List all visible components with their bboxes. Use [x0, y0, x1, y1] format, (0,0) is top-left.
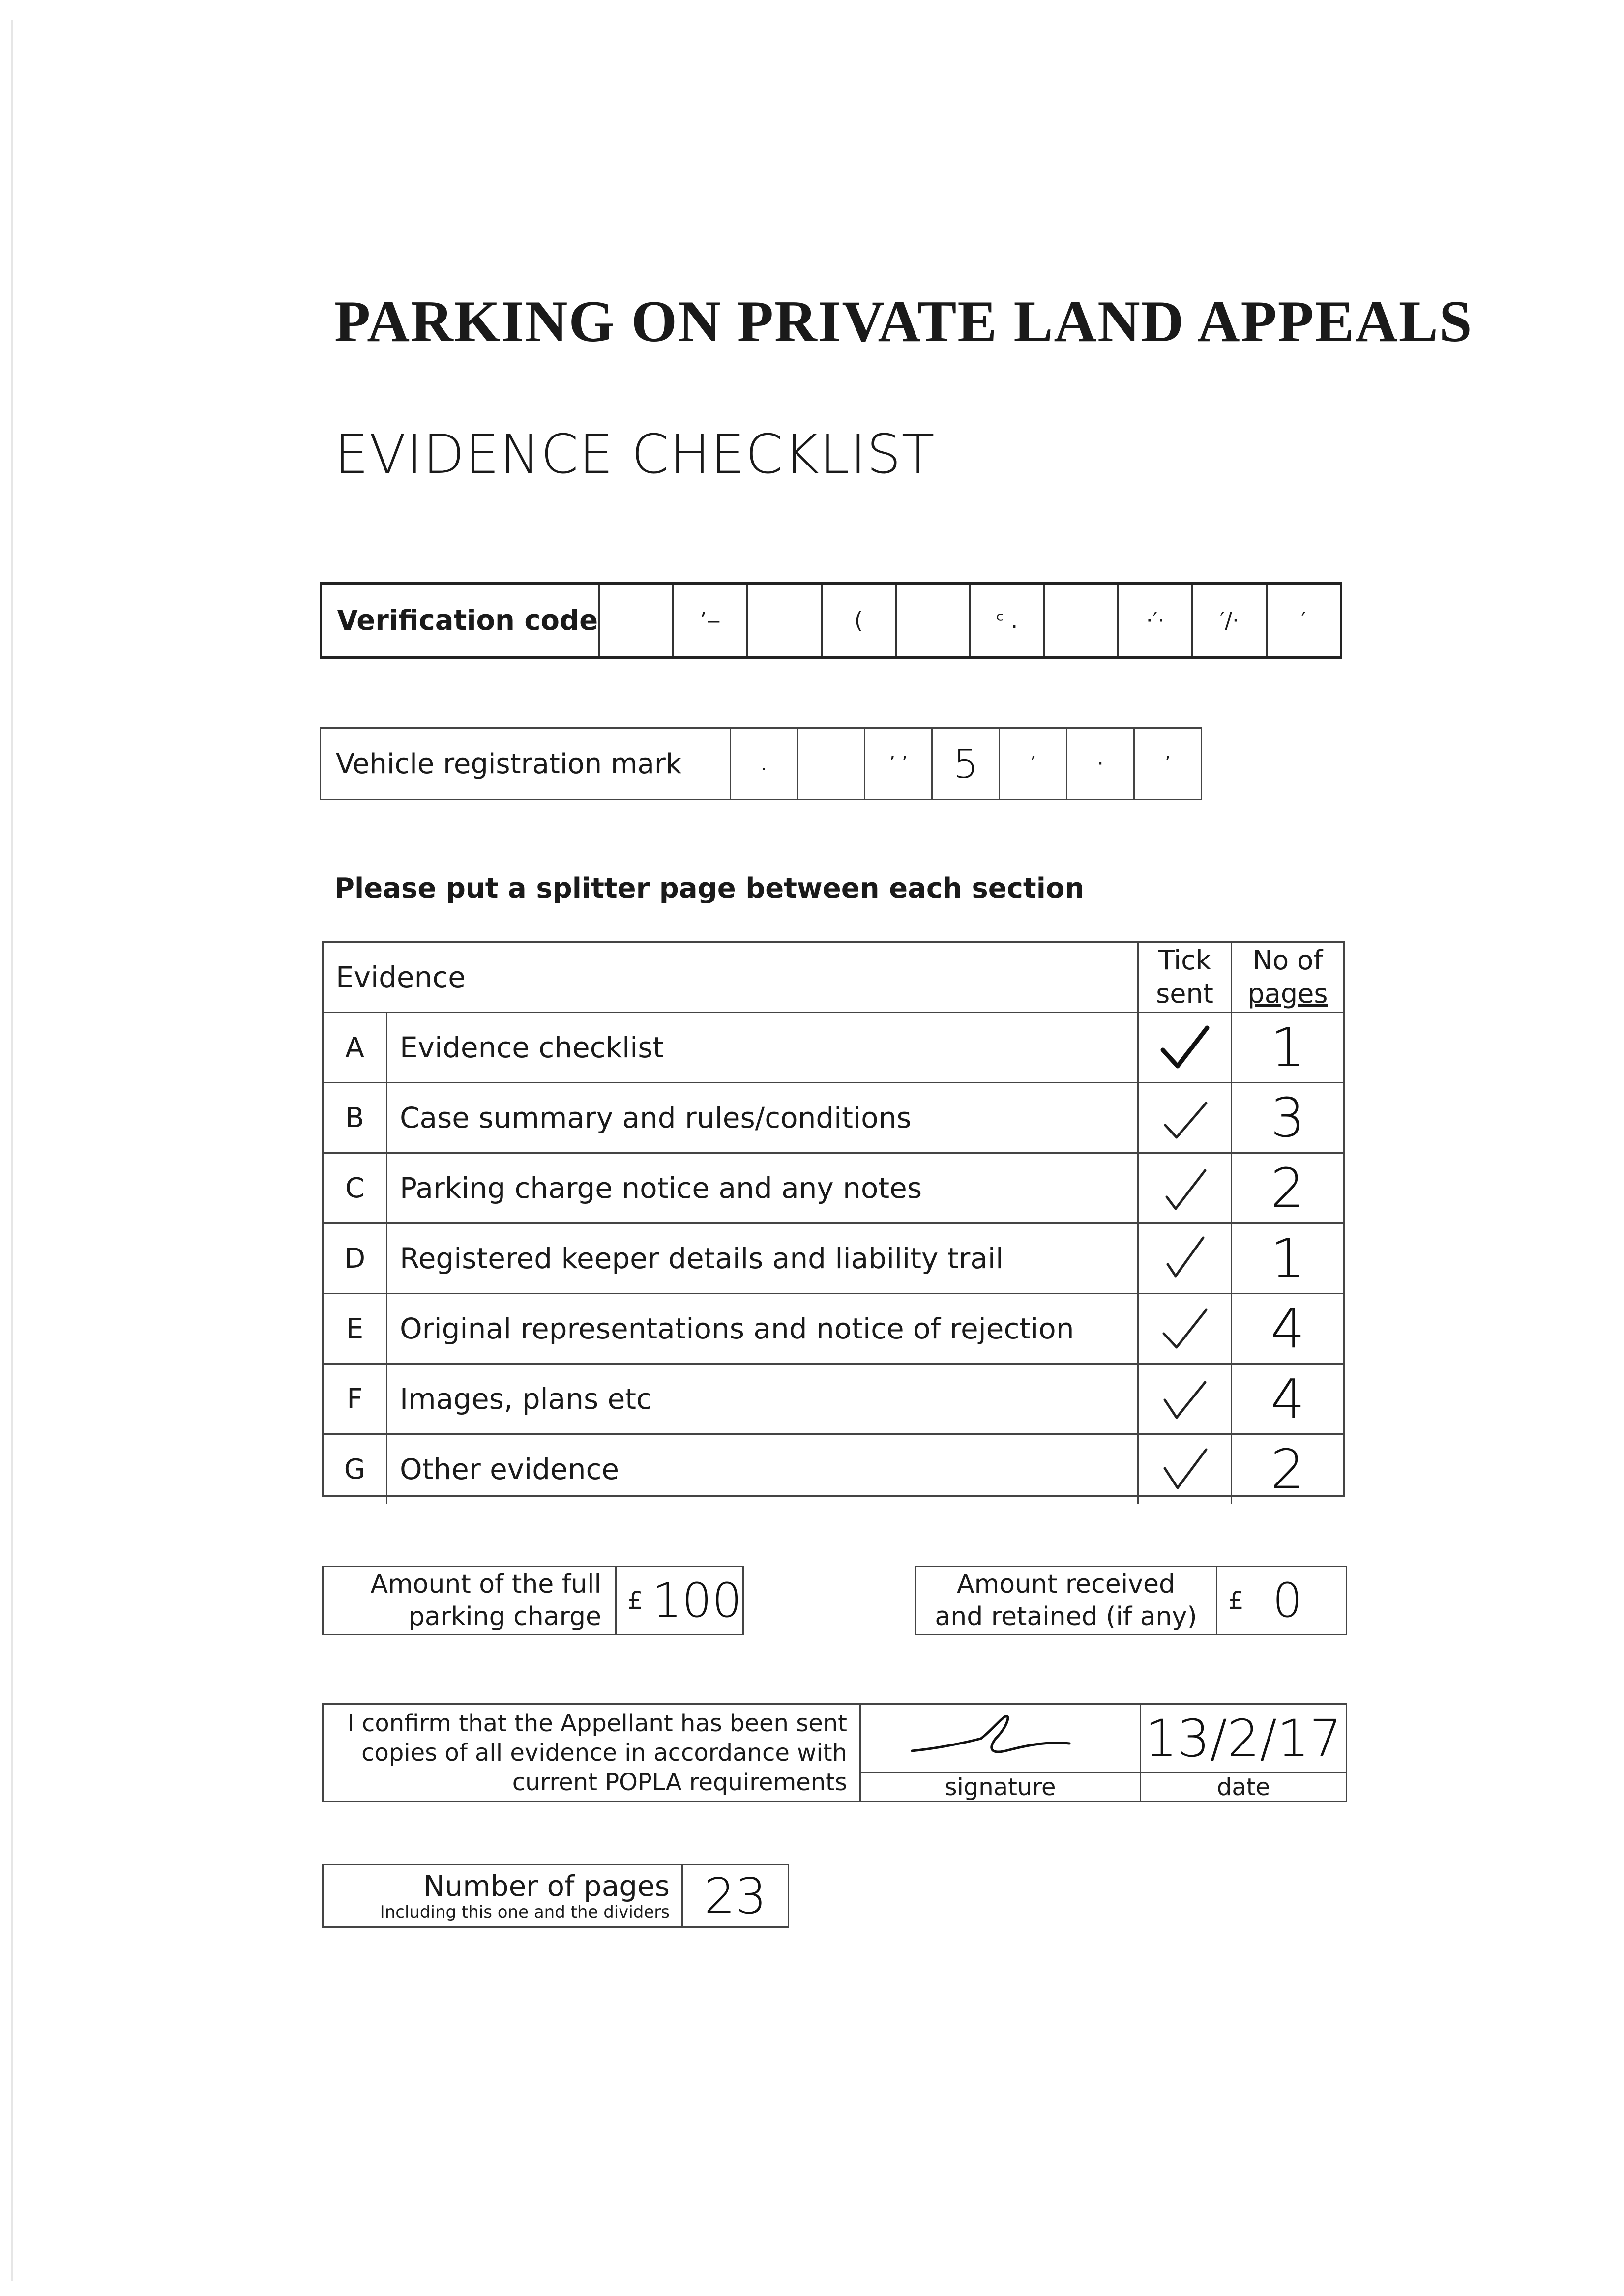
- row-pages: 2: [1231, 1154, 1343, 1222]
- signature-column: [859, 1705, 1140, 1801]
- vehicle-registration-box: 5: [931, 729, 999, 799]
- date-column: [1140, 1705, 1346, 1801]
- table-row: [324, 1365, 1343, 1435]
- amount-full-label-line1: Amount of the full: [370, 1569, 601, 1599]
- table-row: [324, 1224, 1343, 1294]
- amount-full-box: [322, 1566, 744, 1635]
- table-row: [324, 1435, 1343, 1504]
- number-of-pages-value: 23: [681, 1865, 788, 1926]
- row-pages: 3: [1231, 1083, 1343, 1152]
- row-description: Registered keeper details and liability trail: [400, 1242, 1004, 1275]
- checkmark-icon: [1158, 1023, 1212, 1072]
- row-description: Original representations and notice of rejection: [400, 1312, 1074, 1345]
- verification-code-box: [1043, 585, 1117, 656]
- row-letter: A: [324, 1013, 387, 1082]
- vehicle-registration-box: ʼ: [999, 729, 1066, 799]
- row-letter: G: [324, 1435, 387, 1504]
- verification-code-box: [598, 585, 672, 656]
- verification-code-box: ᶜ .: [969, 585, 1043, 656]
- table-row: [324, 1083, 1343, 1154]
- row-letter: F: [324, 1365, 387, 1433]
- confirmation-line2: copies of all evidence in accordance with: [361, 1739, 847, 1767]
- header-pages-line1: No of: [1252, 945, 1323, 976]
- date-value: 13/2/17: [1141, 1705, 1346, 1773]
- vehicle-registration-box: ·: [1066, 729, 1133, 799]
- date-label: date: [1216, 1773, 1270, 1801]
- checkmark-icon: [1158, 1093, 1212, 1142]
- row-pages: 4: [1231, 1294, 1343, 1363]
- row-letter: E: [324, 1294, 387, 1363]
- splitter-instruction: Please put a splitter page between each section: [334, 872, 1085, 904]
- row-pages: 4: [1231, 1365, 1343, 1433]
- number-of-pages-sublabel: Including this one and the dividers: [380, 1902, 670, 1922]
- amount-retained-value-cell: [1216, 1567, 1346, 1634]
- row-letter: B: [324, 1083, 387, 1152]
- number-of-pages-label: Number of pages: [423, 1869, 670, 1903]
- row-pages: 2: [1231, 1435, 1343, 1504]
- row-description: Other evidence: [400, 1453, 620, 1486]
- row-pages: 1: [1231, 1013, 1343, 1082]
- header-tick-line1: Tick: [1158, 945, 1211, 976]
- verification-code-box: [895, 585, 969, 656]
- confirmation-box: [322, 1703, 1347, 1802]
- row-letter: D: [324, 1224, 387, 1293]
- verification-code-box: [746, 585, 821, 656]
- row-description: Evidence checklist: [400, 1031, 664, 1064]
- table-row: [324, 1013, 1343, 1083]
- verification-code-row: [320, 582, 1342, 659]
- amount-retained-box: [915, 1566, 1347, 1635]
- evidence-table-header: [324, 943, 1343, 1013]
- header-pages-line2: pages: [1247, 978, 1328, 1009]
- amount-full-label-line2: parking charge: [408, 1602, 601, 1631]
- verification-code-box: (: [821, 585, 895, 656]
- number-of-pages-label-block: [324, 1865, 681, 1926]
- checkmark-icon: [1158, 1163, 1212, 1213]
- evidence-table: [322, 941, 1345, 1501]
- vehicle-registration-box: .: [730, 729, 797, 799]
- verification-code-box: ′: [1266, 585, 1340, 656]
- document-title: PARKING ON PRIVATE LAND APPEALS: [334, 289, 1473, 354]
- vehicle-registration-box: [797, 729, 864, 799]
- row-letter: C: [324, 1154, 387, 1222]
- amount-retained-label: [916, 1567, 1216, 1634]
- verification-code-label: Verification code: [337, 605, 598, 637]
- row-description: Images, plans etc: [400, 1382, 652, 1416]
- checkmark-icon: [1158, 1304, 1212, 1353]
- amount-retained-label-line2: and retained (if any): [935, 1602, 1197, 1631]
- signature-label: signature: [945, 1773, 1056, 1801]
- verification-code-box: ′/·: [1191, 585, 1266, 656]
- checkmark-icon: [1158, 1374, 1212, 1424]
- table-row: [324, 1154, 1343, 1224]
- amount-retained-value: 0: [1272, 1573, 1302, 1628]
- currency-symbol: £: [627, 1586, 643, 1615]
- vehicle-registration-box: ʼ: [1133, 729, 1201, 799]
- amount-full-value: 100: [651, 1573, 742, 1628]
- row-description: Parking charge notice and any notes: [400, 1171, 922, 1205]
- checkmark-icon: [1158, 1234, 1212, 1283]
- confirmation-line1: I confirm that the Appellant has been sent: [347, 1710, 847, 1737]
- currency-symbol: £: [1228, 1586, 1244, 1615]
- confirmation-line3: current POPLA requirements: [512, 1769, 847, 1796]
- confirmation-text: [324, 1705, 859, 1801]
- signature-scribble: [907, 1709, 1094, 1768]
- verification-code-box: ʼ‒: [672, 585, 746, 656]
- verification-code-box: ·′·: [1117, 585, 1191, 656]
- amount-full-value-cell: [615, 1567, 742, 1634]
- checkmark-icon: [1158, 1445, 1212, 1494]
- table-row: [324, 1294, 1343, 1365]
- vehicle-registration-box: ʼ ʼ: [864, 729, 931, 799]
- vehicle-registration-row: [320, 727, 1202, 800]
- amount-retained-label-line1: Amount received: [957, 1569, 1175, 1599]
- scan-edge-shadow: [11, 20, 13, 2281]
- row-description: Case summary and rules/conditions: [400, 1101, 912, 1134]
- amount-full-label: [324, 1567, 615, 1634]
- header-no-of-pages: [1231, 943, 1343, 1012]
- row-pages: 1: [1231, 1224, 1343, 1293]
- header-tick-line2: sent: [1156, 978, 1213, 1009]
- document-subtitle: EVIDENCE CHECKLIST: [334, 423, 935, 486]
- header-evidence: Evidence: [336, 960, 466, 994]
- header-tick-sent: [1137, 943, 1231, 1012]
- number-of-pages-box: [322, 1864, 789, 1928]
- vehicle-registration-label: Vehicle registration mark: [336, 748, 682, 780]
